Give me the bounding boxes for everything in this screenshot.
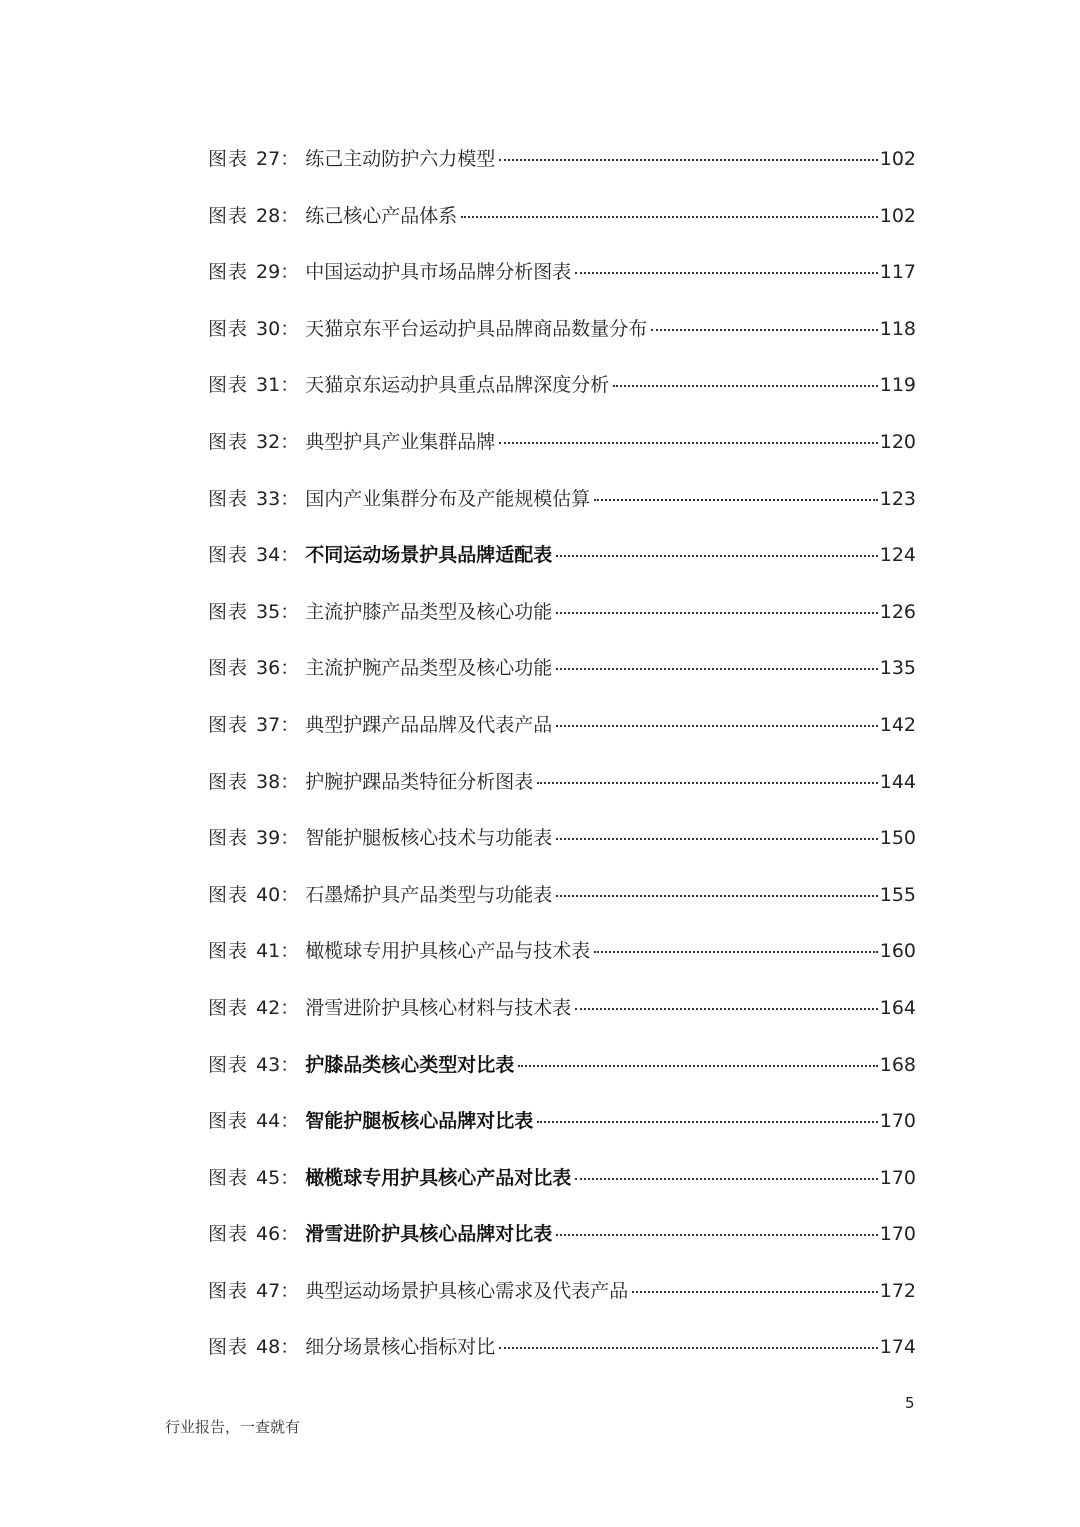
entry-label: 图表 xyxy=(208,544,249,567)
entry-page: 126 xyxy=(879,600,916,623)
entry-title: 护腕护踝品类特征分析图表 xyxy=(305,770,534,793)
toc-entry[interactable] xyxy=(208,1163,916,1220)
entry-label: 图表 xyxy=(208,148,249,170)
entry-number: 30： xyxy=(256,317,300,340)
entry-page: 155 xyxy=(879,883,916,906)
entry-label: 图表 xyxy=(208,1166,249,1189)
entry-number: 34： xyxy=(256,544,300,567)
entry-title: 典型运动场景护具核心需求及代表产品 xyxy=(305,1279,629,1302)
entry-label: 图表 xyxy=(208,204,249,227)
dot-leader xyxy=(461,216,878,218)
entry-number: 29： xyxy=(256,261,300,284)
toc-entry[interactable] xyxy=(208,653,916,710)
dot-leader xyxy=(575,1178,878,1180)
footer-slogan: 行业报告，一查就有 xyxy=(165,1418,301,1436)
entry-number: 37： xyxy=(256,713,300,736)
toc-entry[interactable] xyxy=(208,993,916,1050)
entry-label: 图表 xyxy=(208,657,249,680)
dot-leader xyxy=(556,1234,878,1236)
entry-page: 160 xyxy=(879,940,916,963)
entry-label: 图表 xyxy=(208,261,249,284)
entry-page: 164 xyxy=(879,996,916,1019)
entry-number: 43： xyxy=(256,1053,300,1076)
entry-label: 图表 xyxy=(208,996,249,1019)
dot-leader xyxy=(556,668,878,670)
entry-title: 智能护腿板核心技术与功能表 xyxy=(305,827,553,850)
entry-number: 40： xyxy=(256,883,300,906)
entry-number: 31： xyxy=(256,374,300,397)
toc-entry[interactable] xyxy=(208,314,916,371)
entry-title: 滑雪进阶护具核心材料与技术表 xyxy=(305,996,572,1019)
entry-title: 石墨烯护具产品类型与功能表 xyxy=(305,883,553,906)
entry-page: 170 xyxy=(879,1110,916,1133)
dot-leader xyxy=(518,1065,878,1067)
entry-page: 172 xyxy=(879,1279,916,1302)
entry-page: 118 xyxy=(879,317,916,340)
entry-title: 练己主动防护六力模型 xyxy=(305,148,496,170)
toc-entry[interactable] xyxy=(208,1332,916,1389)
entry-label: 图表 xyxy=(208,1223,249,1246)
entry-number: 27： xyxy=(256,148,300,170)
entry-number: 33： xyxy=(256,487,300,510)
entry-number: 45： xyxy=(256,1166,300,1189)
toc-entry[interactable] xyxy=(208,1276,916,1333)
entry-title: 细分场景核心指标对比 xyxy=(305,1336,496,1359)
entry-title: 橄榄球专用护具核心产品与技术表 xyxy=(305,940,591,963)
toc-entry[interactable] xyxy=(208,257,916,314)
entry-title: 护膝品类核心类型对比表 xyxy=(305,1053,515,1076)
entry-title: 国内产业集群分布及产能规模估算 xyxy=(305,487,591,510)
dot-leader xyxy=(556,895,878,897)
toc-entry[interactable] xyxy=(208,880,916,937)
entry-page: 123 xyxy=(879,487,916,510)
entry-number: 38： xyxy=(256,770,300,793)
entry-number: 28： xyxy=(256,204,300,227)
entry-label: 图表 xyxy=(208,827,249,850)
entry-title: 不同运动场景护具品牌适配表 xyxy=(305,544,553,567)
entry-title: 主流护腕产品类型及核心功能 xyxy=(305,657,553,680)
entry-number: 44： xyxy=(256,1110,300,1133)
entry-number: 42： xyxy=(256,996,300,1019)
entry-title: 滑雪进阶护具核心品牌对比表 xyxy=(305,1223,553,1246)
entry-title: 智能护腿板核心品牌对比表 xyxy=(305,1110,534,1133)
dot-leader xyxy=(537,1121,878,1123)
dot-leader xyxy=(613,385,878,387)
toc-entry[interactable] xyxy=(208,823,916,880)
entry-number: 39： xyxy=(256,827,300,850)
entry-label: 图表 xyxy=(208,600,249,623)
dot-leader xyxy=(556,612,878,614)
dot-leader xyxy=(537,782,878,784)
dot-leader xyxy=(575,1008,878,1010)
dot-leader xyxy=(651,329,878,331)
entry-page: 170 xyxy=(879,1166,916,1189)
toc-entry[interactable] xyxy=(208,540,916,597)
page-number: 5 xyxy=(905,1394,915,1412)
entry-label: 图表 xyxy=(208,883,249,906)
toc-entry[interactable] xyxy=(208,767,916,824)
entry-label: 图表 xyxy=(208,713,249,736)
entry-title: 天猫京东运动护具重点品牌深度分析 xyxy=(305,374,610,397)
entry-label: 图表 xyxy=(208,1336,249,1359)
entry-page: 144 xyxy=(879,770,916,793)
entry-number: 36： xyxy=(256,657,300,680)
entry-page: 119 xyxy=(879,374,916,397)
toc-entry[interactable] xyxy=(208,370,916,427)
entry-page: 102 xyxy=(879,204,916,227)
entry-number: 46： xyxy=(256,1223,300,1246)
entry-label: 图表 xyxy=(208,317,249,340)
dot-leader xyxy=(594,951,878,953)
dot-leader xyxy=(499,1347,878,1349)
dot-leader xyxy=(556,555,878,557)
dot-leader xyxy=(556,725,878,727)
dot-leader xyxy=(499,442,878,444)
dot-leader xyxy=(575,272,878,274)
entry-number: 48： xyxy=(256,1336,300,1359)
entry-page: 150 xyxy=(879,827,916,850)
entry-page: 170 xyxy=(879,1223,916,1246)
dot-leader xyxy=(499,159,878,161)
entry-label: 图表 xyxy=(208,374,249,397)
toc-entry[interactable] xyxy=(208,1106,916,1163)
entry-page: 168 xyxy=(879,1053,916,1076)
entry-page: 120 xyxy=(879,430,916,453)
entry-title: 天猫京东平台运动护具品牌商品数量分布 xyxy=(305,317,648,340)
entry-page: 124 xyxy=(879,544,916,567)
entry-label: 图表 xyxy=(208,1110,249,1133)
entry-title: 练己核心产品体系 xyxy=(305,204,458,227)
entry-title: 中国运动护具市场品牌分析图表 xyxy=(305,261,572,284)
entry-number: 32： xyxy=(256,430,300,453)
entry-number: 47： xyxy=(256,1279,300,1302)
toc-entry[interactable] xyxy=(208,936,916,993)
entry-title: 典型护具产业集群品牌 xyxy=(305,430,496,453)
entry-page: 135 xyxy=(879,657,916,680)
entry-number: 41： xyxy=(256,940,300,963)
entry-label: 图表 xyxy=(208,1053,249,1076)
entry-label: 图表 xyxy=(208,770,249,793)
entry-label: 图表 xyxy=(208,430,249,453)
toc-entry[interactable] xyxy=(208,1219,916,1276)
entry-page: 142 xyxy=(879,713,916,736)
entry-label: 图表 xyxy=(208,487,249,510)
toc-entry[interactable] xyxy=(208,1050,916,1107)
toc-entry[interactable] xyxy=(208,427,916,484)
dot-leader xyxy=(556,838,878,840)
dot-leader xyxy=(632,1291,878,1293)
toc-entry[interactable] xyxy=(208,710,916,767)
toc-entry[interactable] xyxy=(208,201,916,258)
entry-title: 橄榄球专用护具核心产品对比表 xyxy=(305,1166,572,1189)
entry-label: 图表 xyxy=(208,940,249,963)
toc-entry[interactable] xyxy=(208,144,916,201)
toc-entry[interactable] xyxy=(208,484,916,541)
table-of-figures xyxy=(208,144,916,1389)
entry-label: 图表 xyxy=(208,1279,249,1302)
entry-title: 典型护踝产品品牌及代表产品 xyxy=(305,713,553,736)
entry-page: 102 xyxy=(879,148,916,170)
dot-leader xyxy=(594,499,878,501)
entry-page: 174 xyxy=(879,1336,916,1359)
entry-title: 主流护膝产品类型及核心功能 xyxy=(305,600,553,623)
entry-page: 117 xyxy=(879,261,916,284)
toc-entry[interactable] xyxy=(208,597,916,654)
entry-number: 35： xyxy=(256,600,300,623)
